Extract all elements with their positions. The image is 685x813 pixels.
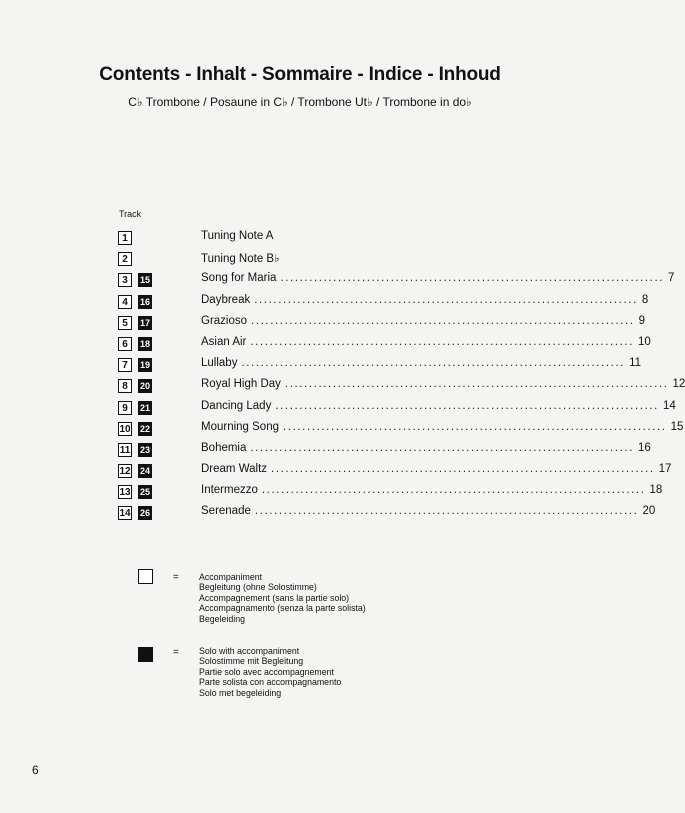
piece-title: Royal High Day xyxy=(201,378,281,391)
toc-row xyxy=(118,399,676,420)
accompaniment-track-number: 9 xyxy=(118,401,132,415)
piece-title: Dancing Lady xyxy=(201,399,272,412)
toc-entry xyxy=(201,357,642,370)
toc-entry xyxy=(201,505,656,518)
toc-row xyxy=(118,229,468,250)
legend-equals: = xyxy=(173,647,179,658)
dot-leader: ................................................................................ xyxy=(241,357,626,370)
instrument-subtitle: C♭ Trombone / Posaune in C♭ / Trombone Ut♭ / Trombone in do♭ xyxy=(128,95,472,109)
accompaniment-track-number: 13 xyxy=(119,487,131,499)
piece-title: Asian Air xyxy=(201,335,247,348)
accompaniment-track-number: 1 xyxy=(118,231,132,245)
track-column-label: Track xyxy=(119,209,142,219)
page-reference: 10 xyxy=(638,335,651,348)
piece-title: Tuning Note B♭ xyxy=(201,253,280,266)
accompaniment-track-number: 8 xyxy=(118,379,132,393)
toc-entry xyxy=(201,441,651,454)
toc-row xyxy=(118,356,642,377)
toc-row xyxy=(118,441,651,462)
page-reference: 18 xyxy=(649,484,663,497)
toc-entry xyxy=(201,378,685,391)
solo-legend xyxy=(199,646,341,698)
toc-entry xyxy=(201,484,663,497)
toc-entry xyxy=(201,251,465,265)
dot-leader: ................................................................................ xyxy=(254,505,639,518)
accompaniment-track-number: 14 xyxy=(119,508,131,520)
accompaniment-track-number: 3 xyxy=(118,273,132,287)
dot-leader: ................................................................................ xyxy=(250,441,634,454)
dot-leader: ................................................................................ xyxy=(271,463,655,476)
toc-row xyxy=(118,335,651,356)
toc-row xyxy=(118,250,468,271)
toc-entry xyxy=(201,272,675,285)
page-reference: 20 xyxy=(642,505,656,518)
page-reference: 17 xyxy=(658,463,672,476)
page-reference: 12 xyxy=(672,378,685,391)
toc-row xyxy=(118,420,684,441)
solo-track-number: 23 xyxy=(139,444,150,455)
dot-leader: ................................................................................ xyxy=(275,399,659,412)
dot-leader: ................................................................................ xyxy=(251,314,635,327)
page-reference: 15 xyxy=(670,420,684,433)
accompaniment-track-number: 11 xyxy=(119,444,131,456)
legend-line: Solo with accompaniment xyxy=(199,646,300,656)
piece-title: Song for Maria xyxy=(201,272,277,285)
legend-equals: = xyxy=(173,572,179,583)
solo-track-number: 15 xyxy=(139,275,150,286)
page-reference: 8 xyxy=(641,293,649,306)
solo-box-icon xyxy=(138,647,153,662)
toc-row xyxy=(118,314,646,335)
piece-title: Daybreak xyxy=(201,293,251,306)
accompaniment-box-icon xyxy=(138,569,153,584)
dot-leader: ................................................................................ xyxy=(280,272,665,285)
page-title: Contents - Inhalt - Sommaire - Indice - Inhoud xyxy=(99,64,501,85)
legend-line: Parte solista con accompagnamento xyxy=(199,677,342,688)
toc-entry xyxy=(201,293,649,306)
piece-title: Bohemia xyxy=(201,441,247,454)
page-number: 6 xyxy=(32,763,39,777)
toc-entry xyxy=(201,463,672,476)
toc-entry xyxy=(201,399,676,412)
legend-line: Accompagnamento (senza la parte solista) xyxy=(199,603,366,614)
solo-track-number: 26 xyxy=(139,508,150,519)
accompaniment-track-number: 7 xyxy=(118,358,132,372)
solo-track-number: 21 xyxy=(139,402,150,413)
toc-entry xyxy=(201,314,646,327)
legend-line: Accompaniment xyxy=(199,572,263,582)
toc-row xyxy=(118,377,685,398)
solo-track-number: 25 xyxy=(139,487,150,498)
solo-track-number: 24 xyxy=(139,466,150,477)
legend-line: Begleitung (ohne Solostimme) xyxy=(199,582,317,593)
legend-line: Solostimme mit Begleitung xyxy=(199,656,304,667)
toc-row xyxy=(118,293,649,314)
page-reference: 7 xyxy=(668,272,675,285)
toc-entry xyxy=(201,335,651,348)
piece-title: Tuning Note A xyxy=(201,230,274,242)
dot-leader: ................................................................................ xyxy=(250,335,634,348)
toc-row xyxy=(118,271,675,292)
table-of-contents xyxy=(118,229,685,526)
solo-track-number: 22 xyxy=(139,423,150,434)
legend-line: Begeleiding xyxy=(199,613,245,624)
solo-track-number: 17 xyxy=(139,317,150,328)
toc-entry xyxy=(201,420,684,433)
solo-track-number: 16 xyxy=(139,296,150,307)
piece-title: Dream Waltz xyxy=(201,463,268,476)
toc-row xyxy=(118,483,663,504)
toc-row xyxy=(118,462,672,483)
piece-title: Serenade xyxy=(201,505,251,518)
dot-leader: ................................................................................ xyxy=(254,293,638,306)
page-reference: 9 xyxy=(638,314,646,327)
accompaniment-track-number: 4 xyxy=(118,295,132,309)
dot-leader: ................................................................................ xyxy=(283,420,667,433)
page-reference: 14 xyxy=(662,399,676,412)
accompaniment-track-number: 5 xyxy=(118,316,132,330)
legend-line: Accompagnement (sans la partie solo) xyxy=(199,592,350,603)
dot-leader: ................................................................................ xyxy=(261,484,646,497)
toc-entry xyxy=(201,230,465,242)
accompaniment-track-number: 12 xyxy=(119,466,131,478)
solo-track-number: 19 xyxy=(139,360,150,371)
page-reference: 16 xyxy=(638,441,651,454)
legend-line: Partie solo avec accompagnement xyxy=(199,666,334,677)
toc-row xyxy=(118,504,656,525)
accompaniment-track-number: 6 xyxy=(118,337,132,351)
solo-track-number: 18 xyxy=(139,338,150,349)
piece-title: Grazioso xyxy=(201,314,248,327)
accompaniment-track-number: 10 xyxy=(119,423,131,435)
legend-line: Solo met begeleiding xyxy=(199,687,282,698)
piece-title: Intermezzo xyxy=(201,484,258,497)
dot-leader: ................................................................................ xyxy=(284,378,669,391)
piece-title: Mourning Song xyxy=(201,420,279,433)
piece-title: Lullaby xyxy=(201,357,238,370)
accompaniment-track-number: 2 xyxy=(118,252,132,266)
accompaniment-legend xyxy=(199,572,366,624)
page-reference: 11 xyxy=(629,357,642,370)
solo-track-number: 20 xyxy=(139,381,150,392)
